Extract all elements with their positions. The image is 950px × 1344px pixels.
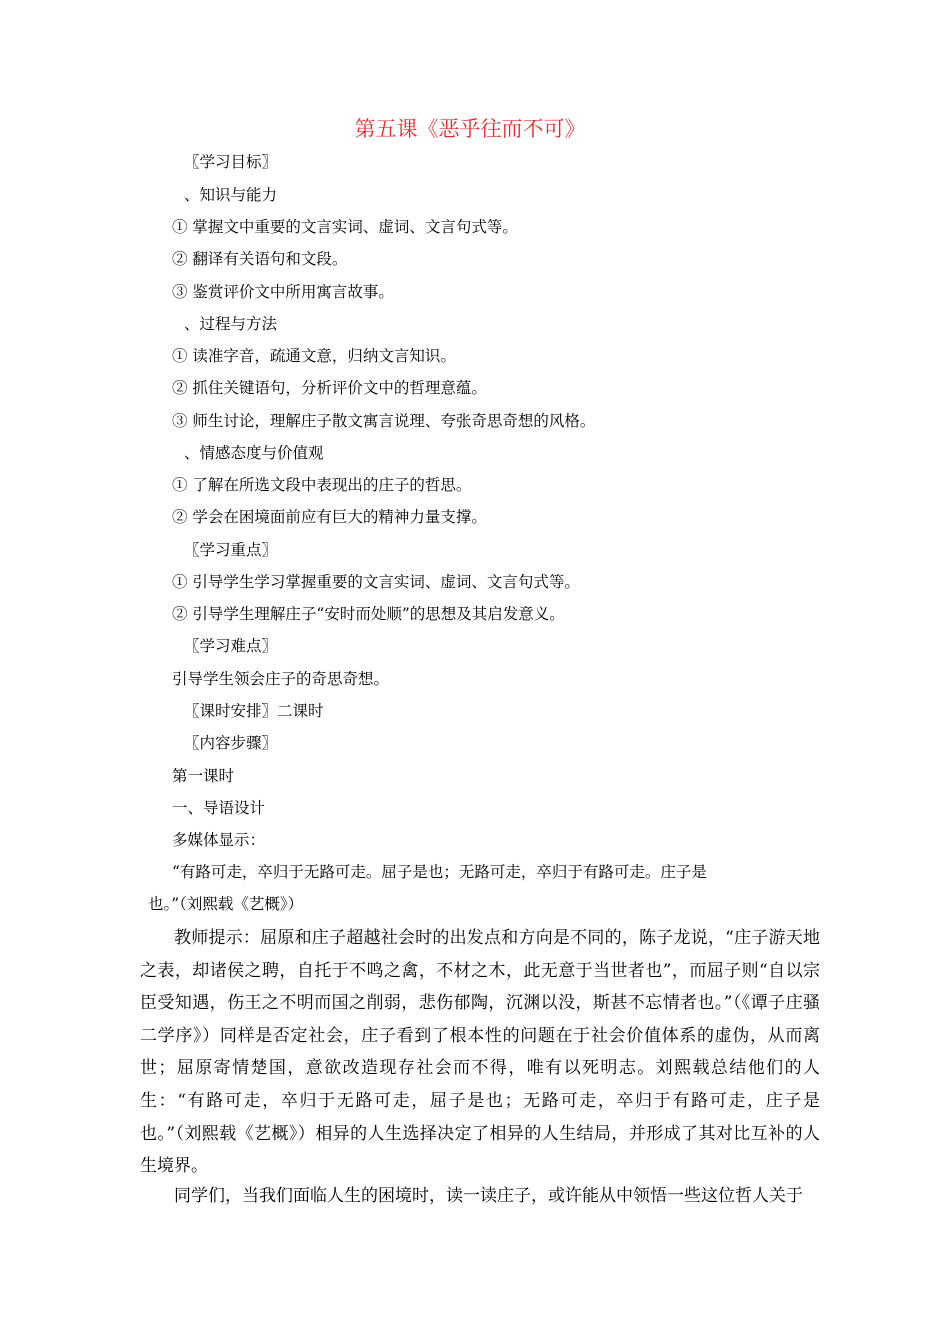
quote-line: 也。”（刘熙载《艺概》） bbox=[148, 895, 304, 913]
list-item: ② 翻译有关语句和文段。 bbox=[172, 250, 348, 268]
teacher-note-paragraph: 教师提示：屈原和庄子超越社会时的出发点和方向是不同的，陈子龙说，“庄子游天地之表，却诸侯之聘，自托于不鸣之禽，不材之木，此无意于当世者也”，而屈子则“自以宗臣受知遇，伤王之不明而国之削弱，悲伤郁陶，沉渊以没，斯甚不忘情者也。”（《谭子庄骚二学序》）同样是否定社会，庄子看到了根本性的问题在于社会价值体系的虚伪，从而离世；屈原寄情楚国，意欲改造现存社会而不得，唯有以死明志。刘熙载总结他们的人生：“有路可走，卒归于无路可走，屈子是也；无路可走，卒归于有路可走，庄子是也。”（刘熙载《艺概》）相异的人生选择决定了相异的人生结局，并形成了其对比互补的人生境界。 bbox=[140, 928, 820, 1177]
heading-steps: 〖内容步骤〗 bbox=[184, 734, 278, 752]
list-item: ③ 鉴赏评价文中所用寓言故事。 bbox=[172, 283, 394, 301]
heading-schedule: 〖课时安排〗二课时 bbox=[184, 702, 324, 720]
body-text: 多媒体显示： bbox=[172, 831, 266, 849]
heading-difficulties: 〖学习难点〗 bbox=[184, 637, 278, 655]
list-item: ① 掌握文中重要的文言实词、虚词、文言句式等。 bbox=[172, 218, 518, 236]
heading-learning-goals: 〖学习目标〗 bbox=[184, 153, 278, 171]
subheading-emotion: 、情感态度与价值观 bbox=[184, 444, 324, 462]
subheading-knowledge: 、知识与能力 bbox=[184, 186, 278, 204]
body-text: 引导学生领会庄子的奇思奇想。 bbox=[172, 670, 390, 688]
list-item: ① 引导学生学习掌握重要的文言实词、虚词、文言句式等。 bbox=[172, 573, 580, 591]
list-item: ③ 师生讨论，理解庄子散文寓言说理、夸张奇思奇想的风格。 bbox=[172, 412, 596, 430]
list-item: ② 引导学生理解庄子“安时而处顺”的思想及其启发意义。 bbox=[172, 605, 565, 623]
list-item: ① 了解在所选文段中表现出的庄子的哲思。 bbox=[172, 476, 472, 494]
section-first-lesson: 第一课时 bbox=[172, 767, 235, 785]
list-item: ② 抓住关键语句，分析评价文中的哲理意蕴。 bbox=[172, 379, 487, 397]
list-item: ① 读准字音，疏通文意，归纳文言知识。 bbox=[172, 347, 456, 365]
subheading-process: 、过程与方法 bbox=[184, 315, 278, 333]
heading-key-points: 〖学习重点〗 bbox=[184, 541, 278, 559]
lesson-title: 第五课《恶乎往而不可》 bbox=[354, 117, 586, 141]
list-item: ② 学会在困境面前应有巨大的精神力量支撑。 bbox=[172, 508, 487, 526]
closing-paragraph: 同学们，当我们面临人生的困境时，读一读庄子，或许能从中领悟一些这位哲人关于 bbox=[174, 1186, 803, 1206]
section-intro-design: 一、导语设计 bbox=[172, 799, 266, 817]
quote-line: “有路可走，卒归于无路可走。屈子是也；无路可走，卒归于有路可走。庄子是 bbox=[172, 863, 707, 881]
